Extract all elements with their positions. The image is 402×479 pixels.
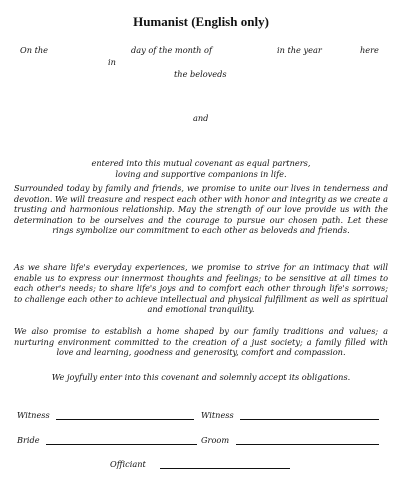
witness-2-label: Witness — [201, 410, 234, 420]
on-the-label: On the — [20, 45, 48, 55]
officiant-signature-line[interactable] — [160, 468, 290, 469]
vow-paragraph-3-text: We also promise to establish a home shaped by our family traditions and values; a nurturing environment committed to the creation of a just society; a family filled with love and learning, goodness and generosity, comfort and compassion. — [14, 326, 388, 358]
groom-signature-line[interactable] — [236, 444, 379, 445]
here-label: here — [360, 45, 379, 55]
witness-2-signature-line[interactable] — [240, 419, 379, 420]
vow-paragraph-3 — [14, 326, 388, 358]
the-beloveds-label: the beloveds — [174, 69, 227, 79]
witness-1-signature-line[interactable] — [56, 419, 194, 420]
officiant-label: Officiant — [110, 459, 146, 469]
closing-statement: We joyfully enter into this covenant and solemnly accept its obligations. — [51, 372, 351, 382]
vow-paragraph-1-text: Surrounded today by family and friends, we promise to unite our lives in tenderness and devotion. We will treasure and respect each other with honor and integrity as we create a trusting and harmonious relationship. May the strength of our love provide us with the determination to be ourselves and the courage to pursue our chosen path. Let these rings symbolize our commitment to each other as beloveds and friends. — [14, 183, 388, 236]
vow-paragraph-1 — [14, 183, 388, 236]
witness-1-label: Witness — [17, 410, 50, 420]
day-of-month-label: day of the month of — [131, 45, 213, 55]
document-title: Humanist (English only) — [133, 14, 269, 29]
covenant-statement — [0, 158, 402, 179]
groom-label: Groom — [201, 435, 230, 445]
in-the-year-label: in the year — [277, 45, 322, 55]
vow-paragraph-2 — [14, 262, 388, 315]
and-label: and — [193, 113, 209, 123]
bride-label: Bride — [17, 435, 40, 445]
vow-paragraph-2-text: As we share life's everyday experiences, we promise to strive for an intimacy that will enable us to express our innermost thoughts and feelings; to be sensitive at all times to each other's needs; to share life's joys and to comfort each other through life's sorrows; to challenge each other to achieve intellectual and physical fulfillment as well as spiritual and emotional tranquility. — [14, 262, 388, 315]
bride-signature-line[interactable] — [46, 444, 197, 445]
in-label: in — [108, 57, 116, 67]
covenant-line-2: loving and supportive companions in life. — [115, 168, 287, 179]
covenant-line-1: entered into this mutual covenant as equal partners, — [91, 158, 311, 168]
